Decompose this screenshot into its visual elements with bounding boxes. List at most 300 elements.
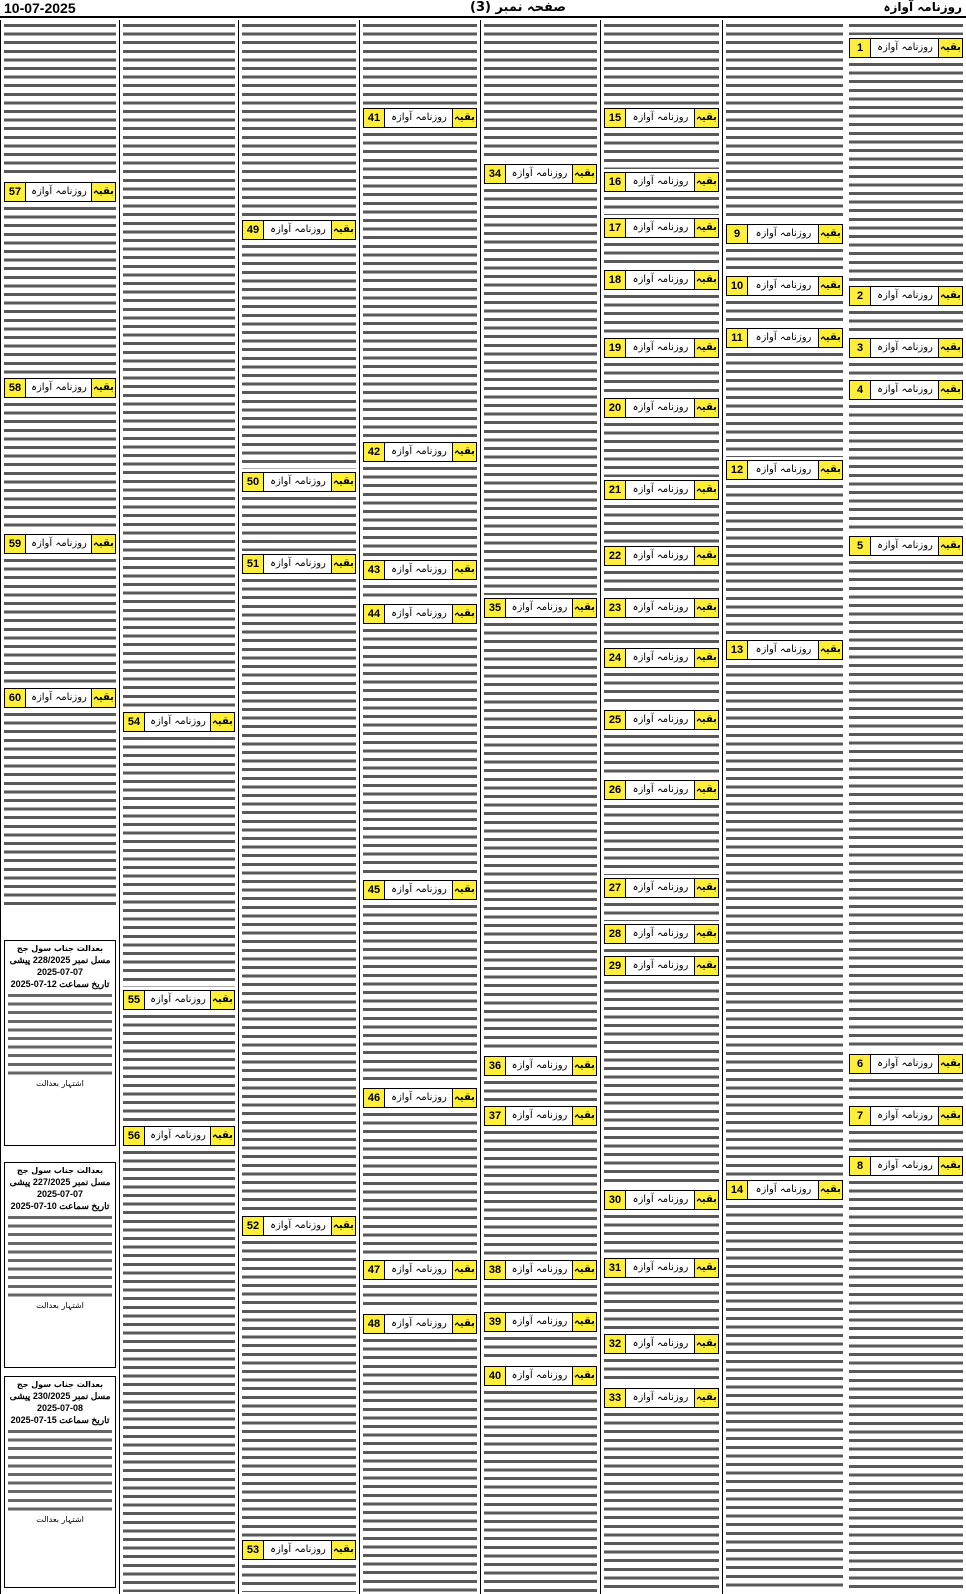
continuation-tag xyxy=(604,1334,719,1354)
continuation-word: بقیہ xyxy=(818,225,842,243)
continuation-tag xyxy=(604,1190,719,1210)
article-text xyxy=(726,1203,843,1592)
continuation-tag xyxy=(604,108,719,128)
continuation-word: بقیہ xyxy=(694,219,718,237)
continuation-label: روزنامہ آوازہ xyxy=(511,168,568,179)
continuation-number: 14 xyxy=(727,1181,748,1199)
continuation-number: 18 xyxy=(605,271,626,289)
continuation-tag xyxy=(363,604,477,624)
continuation-label: روزنامہ آوازہ xyxy=(632,1194,689,1205)
continuation-number: 54 xyxy=(124,713,145,731)
continuation-number: 60 xyxy=(5,689,26,707)
continuation-number: 51 xyxy=(243,555,264,573)
continuation-label: روزنامہ آوازہ xyxy=(270,476,326,487)
notice-case-line: مسل نمبر 230/2025 پیشی 08-07-2025 xyxy=(9,1391,111,1413)
continuation-number: 42 xyxy=(364,443,385,461)
continuation-number: 27 xyxy=(605,879,626,897)
article-text xyxy=(484,1335,597,1363)
article-text xyxy=(604,803,719,875)
article-text xyxy=(484,187,597,595)
continuation-word: بقیہ xyxy=(694,1389,718,1407)
continuation-label: روزنامہ آوازہ xyxy=(632,484,689,495)
continuation-number: 34 xyxy=(485,165,506,183)
article-text xyxy=(726,22,843,221)
continuation-number: 16 xyxy=(605,173,626,191)
continuation-label: روزنامہ آوازہ xyxy=(632,550,689,561)
continuation-word: بقیہ xyxy=(331,221,355,239)
news-column xyxy=(722,20,846,1594)
continuation-tag xyxy=(242,554,356,574)
continuation-tag xyxy=(604,172,719,192)
court-notice xyxy=(4,1162,116,1368)
court-notice xyxy=(4,1376,116,1588)
continuation-number: 38 xyxy=(485,1261,506,1279)
continuation-word: بقیہ xyxy=(91,535,115,553)
continuation-tag xyxy=(484,164,597,184)
continuation-label: روزنامہ آوازہ xyxy=(632,1262,689,1273)
masthead xyxy=(0,0,966,18)
continuation-tag xyxy=(604,546,719,566)
continuation-label: روزنامہ آوازہ xyxy=(511,1060,568,1071)
continuation-tag xyxy=(849,38,963,58)
article-text xyxy=(363,627,477,877)
continuation-label: روزنامہ آوازہ xyxy=(511,1264,568,1275)
article-text xyxy=(604,421,719,477)
article-text xyxy=(123,735,235,987)
continuation-number: 49 xyxy=(243,221,264,239)
continuation-tag xyxy=(604,398,719,418)
continuation-label: روزنامہ آوازہ xyxy=(755,644,812,655)
article-text xyxy=(242,495,356,551)
continuation-word: بقیہ xyxy=(938,339,962,357)
continuation-tag xyxy=(4,378,116,398)
continuation-word: بقیہ xyxy=(818,641,842,659)
continuation-tag xyxy=(484,1260,597,1280)
continuation-label: روزنامہ آوازہ xyxy=(877,1160,933,1171)
continuation-tag xyxy=(242,1216,356,1236)
continuation-word: بقیہ xyxy=(694,339,718,357)
continuation-tag xyxy=(849,1054,963,1074)
continuation-tag xyxy=(363,108,477,128)
continuation-word: بقیہ xyxy=(938,1157,962,1175)
continuation-label: روزنامہ آوازہ xyxy=(270,224,326,235)
continuation-word: بقیہ xyxy=(818,329,842,347)
continuation-word: بقیہ xyxy=(694,173,718,191)
article-text xyxy=(604,901,719,921)
continuation-number: 2 xyxy=(850,287,871,305)
article-text xyxy=(4,711,116,908)
continuation-label: روزنامہ آوازہ xyxy=(877,1058,933,1069)
continuation-word: بقیہ xyxy=(452,881,476,899)
continuation-number: 44 xyxy=(364,605,385,623)
article-text xyxy=(4,205,116,375)
article-text xyxy=(604,1213,719,1255)
continuation-word: بقیہ xyxy=(818,1181,842,1199)
continuation-word: بقیہ xyxy=(694,711,718,729)
continuation-word: بقیہ xyxy=(694,481,718,499)
continuation-number: 45 xyxy=(364,881,385,899)
article-text xyxy=(604,621,719,645)
continuation-label: روزنامہ آوازہ xyxy=(391,1318,447,1329)
notice-body xyxy=(8,1214,112,1300)
article-text xyxy=(4,401,116,531)
continuation-label: روزنامہ آوازہ xyxy=(755,228,812,239)
article-text xyxy=(849,403,963,533)
continuation-label: روزنامہ آوازہ xyxy=(632,714,689,725)
continuation-word: بقیہ xyxy=(694,109,718,127)
continuation-word: بقیہ xyxy=(694,547,718,565)
news-column xyxy=(0,20,119,1594)
notice-footer: اشتہار بعدالت xyxy=(36,1301,84,1310)
continuation-number: 23 xyxy=(605,599,626,617)
article-text xyxy=(604,947,719,953)
continuation-tag xyxy=(726,276,843,296)
continuation-tag xyxy=(849,286,963,306)
article-text xyxy=(604,503,719,543)
continuation-number: 31 xyxy=(605,1259,626,1277)
continuation-label: روزنامہ آوازہ xyxy=(755,280,812,291)
continuation-tag xyxy=(484,1056,597,1076)
continuation-tag xyxy=(849,338,963,358)
continuation-number: 53 xyxy=(243,1541,264,1559)
continuation-tag xyxy=(363,1088,477,1108)
continuation-number: 28 xyxy=(605,925,626,943)
continuation-tag xyxy=(242,1540,356,1560)
continuation-number: 17 xyxy=(605,219,626,237)
continuation-word: بقیہ xyxy=(938,39,962,57)
continuation-number: 32 xyxy=(605,1335,626,1353)
continuation-tag xyxy=(123,712,235,732)
article-text xyxy=(242,577,356,1213)
continuation-label: روزنامہ آوازہ xyxy=(755,332,812,343)
continuation-number: 35 xyxy=(485,599,506,617)
article-text xyxy=(484,621,597,1053)
continuation-label: روزنامہ آوازہ xyxy=(31,538,87,549)
continuation-tag xyxy=(363,1260,477,1280)
continuation-tag xyxy=(604,780,719,800)
continuation-number: 52 xyxy=(243,1217,264,1235)
article-text xyxy=(604,671,719,707)
continuation-word: بقیہ xyxy=(452,561,476,579)
continuation-label: روزنامہ آوازہ xyxy=(877,290,933,301)
article-text xyxy=(726,247,843,273)
article-text xyxy=(726,351,843,457)
continuation-label: روزنامہ آوازہ xyxy=(877,540,933,551)
continuation-word: بقیہ xyxy=(91,183,115,201)
continuation-number: 29 xyxy=(605,957,626,975)
continuation-number: 7 xyxy=(850,1107,871,1125)
continuation-word: بقیہ xyxy=(938,1107,962,1125)
continuation-word: بقیہ xyxy=(694,879,718,897)
continuation-label: روزنامہ آوازہ xyxy=(632,274,689,285)
continuation-tag xyxy=(726,1180,843,1200)
continuation-word: بقیہ xyxy=(210,1127,234,1145)
continuation-label: روزنامہ آوازہ xyxy=(150,1130,206,1141)
continuation-word: بقیہ xyxy=(452,109,476,127)
article-text xyxy=(604,979,719,1187)
continuation-number: 5 xyxy=(850,537,871,555)
continuation-tag xyxy=(849,1106,963,1126)
continuation-label: روزنامہ آوازہ xyxy=(150,994,206,1005)
continuation-word: بقیہ xyxy=(694,649,718,667)
continuation-label: روزنامہ آوازہ xyxy=(511,1316,568,1327)
continuation-number: 47 xyxy=(364,1261,385,1279)
continuation-word: بقیہ xyxy=(572,1057,596,1075)
continuation-number: 59 xyxy=(5,535,26,553)
continuation-word: بقیہ xyxy=(91,689,115,707)
article-text xyxy=(849,559,963,1051)
continuation-label: روزنامہ آوازہ xyxy=(632,112,689,123)
notice-date-line: تاریخ سماعت 10-07-2025 xyxy=(10,1201,110,1211)
continuation-word: بقیہ xyxy=(694,399,718,417)
continuation-label: روزنامہ آوازہ xyxy=(632,652,689,663)
continuation-tag xyxy=(363,442,477,462)
continuation-word: بقیہ xyxy=(694,1191,718,1209)
continuation-tag xyxy=(604,648,719,668)
continuation-word: بقیہ xyxy=(452,1261,476,1279)
continuation-number: 12 xyxy=(727,461,748,479)
continuation-number: 50 xyxy=(243,473,264,491)
article-text xyxy=(363,22,477,105)
continuation-tag xyxy=(604,270,719,290)
article-text xyxy=(363,1111,477,1257)
continuation-tag xyxy=(604,956,719,976)
continuation-label: روزنامہ آوازہ xyxy=(150,716,206,727)
continuation-label: روزنامہ آوازہ xyxy=(511,602,568,613)
article-text xyxy=(363,465,477,557)
continuation-number: 26 xyxy=(605,781,626,799)
continuation-tag xyxy=(604,218,719,238)
continuation-number: 9 xyxy=(727,225,748,243)
continuation-word: بقیہ xyxy=(818,461,842,479)
continuation-tag xyxy=(726,460,843,480)
continuation-label: روزنامہ آوازہ xyxy=(391,112,447,123)
continuation-label: روزنامہ آوازہ xyxy=(877,42,933,53)
continuation-label: روزنامہ آوازہ xyxy=(391,1092,447,1103)
continuation-label: روزنامہ آوازہ xyxy=(511,1370,568,1381)
continuation-label: روزنامہ آوازہ xyxy=(391,884,447,895)
continuation-word: بقیہ xyxy=(694,957,718,975)
continuation-number: 19 xyxy=(605,339,626,357)
notice-case-line: مسل نمبر 228/2025 پیشی 07-07-2025 xyxy=(9,955,111,977)
continuation-word: بقیہ xyxy=(938,287,962,305)
continuation-label: روزنامہ آوازہ xyxy=(755,1184,812,1195)
continuation-number: 48 xyxy=(364,1315,385,1333)
continuation-number: 46 xyxy=(364,1089,385,1107)
continuation-label: روزنامہ آوازہ xyxy=(391,1264,447,1275)
article-text xyxy=(123,1013,235,1123)
continuation-tag xyxy=(363,1314,477,1334)
continuation-number: 13 xyxy=(727,641,748,659)
continuation-word: بقیہ xyxy=(694,599,718,617)
article-text xyxy=(849,309,963,335)
continuation-number: 20 xyxy=(605,399,626,417)
continuation-label: روزنامہ آوازہ xyxy=(877,1110,933,1121)
article-text xyxy=(4,557,116,685)
continuation-word: بقیہ xyxy=(694,781,718,799)
continuation-number: 57 xyxy=(5,183,26,201)
continuation-tag xyxy=(484,598,597,618)
continuation-label: روزنامہ آوازہ xyxy=(632,928,689,939)
continuation-tag xyxy=(123,1126,235,1146)
continuation-number: 30 xyxy=(605,1191,626,1209)
article-text xyxy=(4,22,116,179)
continuation-word: بقیہ xyxy=(938,381,962,399)
notice-title: بعدالت جناب سول جج xyxy=(16,944,104,953)
continuation-number: 39 xyxy=(485,1313,506,1331)
continuation-number: 3 xyxy=(850,339,871,357)
continuation-tag xyxy=(849,536,963,556)
article-text xyxy=(849,61,963,283)
continuation-word: بقیہ xyxy=(91,379,115,397)
continuation-label: روزنامہ آوازہ xyxy=(391,608,447,619)
article-text xyxy=(849,361,963,377)
continuation-tag xyxy=(484,1106,597,1126)
article-text xyxy=(726,299,843,325)
issue-date: 10-07-2025 xyxy=(4,0,76,16)
article-text xyxy=(604,1411,719,1592)
continuation-label: روزنامہ آوازہ xyxy=(632,960,689,971)
continuation-tag xyxy=(604,878,719,898)
article-text xyxy=(849,1129,963,1153)
article-text xyxy=(849,1179,963,1592)
notice-title: بعدالت جناب سول جج xyxy=(16,1380,104,1389)
continuation-tag xyxy=(604,1258,719,1278)
article-text xyxy=(363,903,477,1085)
continuation-tag xyxy=(604,598,719,618)
continuation-tag xyxy=(242,220,356,240)
continuation-word: بقیہ xyxy=(694,1335,718,1353)
article-text xyxy=(242,1239,356,1537)
notice-body xyxy=(8,1428,112,1514)
news-column xyxy=(359,20,480,1594)
continuation-label: روزنامہ آوازہ xyxy=(391,446,447,457)
continuation-label: روزنامہ آوازہ xyxy=(270,558,326,569)
continuation-tag xyxy=(4,182,116,202)
article-text xyxy=(242,243,356,469)
article-text xyxy=(849,1077,963,1103)
notice-case-line: مسل نمبر 227/2025 پیشی 07-07-2025 xyxy=(9,1177,111,1199)
continuation-tag xyxy=(849,1156,963,1176)
article-text xyxy=(484,1389,597,1592)
continuation-label: روزنامہ آوازہ xyxy=(31,692,87,703)
continuation-tag xyxy=(4,534,116,554)
article-text xyxy=(242,1563,356,1592)
article-text xyxy=(604,1357,719,1385)
continuation-label: روزنامہ آوازہ xyxy=(632,342,689,353)
continuation-label: روزنامہ آوازہ xyxy=(632,176,689,187)
article-text xyxy=(604,361,719,395)
continuation-number: 37 xyxy=(485,1107,506,1125)
notice-footer: اشتہار بعدالت xyxy=(36,1515,84,1524)
continuation-label: روزنامہ آوازہ xyxy=(632,784,689,795)
article-text xyxy=(604,241,719,267)
continuation-number: 8 xyxy=(850,1157,871,1175)
continuation-word: بقیہ xyxy=(694,271,718,289)
continuation-tag xyxy=(604,480,719,500)
continuation-number: 24 xyxy=(605,649,626,667)
continuation-word: بقیہ xyxy=(938,537,962,555)
article-text xyxy=(363,583,477,601)
notice-date-line: تاریخ سماعت 12-07-2025 xyxy=(10,979,110,989)
page-number: صفحہ نمبر (3) xyxy=(470,0,566,15)
continuation-tag xyxy=(242,472,356,492)
continuation-word: بقیہ xyxy=(818,277,842,295)
article-text xyxy=(242,22,356,217)
continuation-tag xyxy=(604,924,719,944)
continuation-label: روزنامہ آوازہ xyxy=(632,602,689,613)
continuation-tag xyxy=(484,1312,597,1332)
continuation-word: بقیہ xyxy=(452,1089,476,1107)
continuation-word: بقیہ xyxy=(694,1259,718,1277)
article-text xyxy=(726,483,843,637)
notice-date-line: تاریخ سماعت 15-07-2025 xyxy=(10,1415,110,1425)
article-text xyxy=(123,22,235,709)
continuation-number: 22 xyxy=(605,547,626,565)
continuation-label: روزنامہ آوازہ xyxy=(632,402,689,413)
article-text xyxy=(123,1149,235,1592)
continuation-label: روزنامہ آوازہ xyxy=(511,1110,568,1121)
continuation-tag xyxy=(726,328,843,348)
continuation-tag xyxy=(123,990,235,1010)
article-text xyxy=(604,131,719,169)
continuation-word: بقیہ xyxy=(452,443,476,461)
continuation-tag xyxy=(4,688,116,708)
continuation-word: بقیہ xyxy=(572,165,596,183)
continuation-label: روزنامہ آوازہ xyxy=(877,384,933,395)
article-text xyxy=(363,131,477,439)
news-column xyxy=(119,20,238,1594)
continuation-number: 11 xyxy=(727,329,748,347)
article-text xyxy=(484,22,597,161)
continuation-word: بقیہ xyxy=(331,555,355,573)
newspaper-name: روزنامہ آوازہ xyxy=(883,0,962,14)
article-text xyxy=(484,1129,597,1257)
continuation-word: بقیہ xyxy=(572,1367,596,1385)
continuation-number: 25 xyxy=(605,711,626,729)
continuation-number: 15 xyxy=(605,109,626,127)
article-text xyxy=(604,293,719,335)
continuation-number: 6 xyxy=(850,1055,871,1073)
court-notice xyxy=(4,940,116,1146)
news-column xyxy=(480,20,600,1594)
continuation-label: روزنامہ آوازہ xyxy=(31,186,87,197)
continuation-word: بقیہ xyxy=(452,605,476,623)
continuation-number: 36 xyxy=(485,1057,506,1075)
continuation-tag xyxy=(726,640,843,660)
notice-title: بعدالت جناب سول جج xyxy=(16,1166,104,1175)
continuation-label: روزنامہ آوازہ xyxy=(31,382,87,393)
continuation-label: روزنامہ آوازہ xyxy=(632,1338,689,1349)
continuation-word: بقیہ xyxy=(572,1107,596,1125)
continuation-number: 10 xyxy=(727,277,748,295)
news-column xyxy=(846,20,966,1594)
continuation-number: 56 xyxy=(124,1127,145,1145)
notice-body xyxy=(8,992,112,1078)
news-column xyxy=(238,20,359,1594)
article-text xyxy=(604,569,719,595)
article-text xyxy=(849,22,963,35)
continuation-word: بقیہ xyxy=(210,713,234,731)
continuation-word: بقیہ xyxy=(572,1261,596,1279)
continuation-tag xyxy=(363,880,477,900)
continuation-word: بقیہ xyxy=(572,1313,596,1331)
continuation-label: روزنامہ آوازہ xyxy=(632,882,689,893)
article-text xyxy=(604,733,719,777)
article-text xyxy=(726,663,843,1177)
continuation-tag xyxy=(363,560,477,580)
continuation-number: 55 xyxy=(124,991,145,1009)
